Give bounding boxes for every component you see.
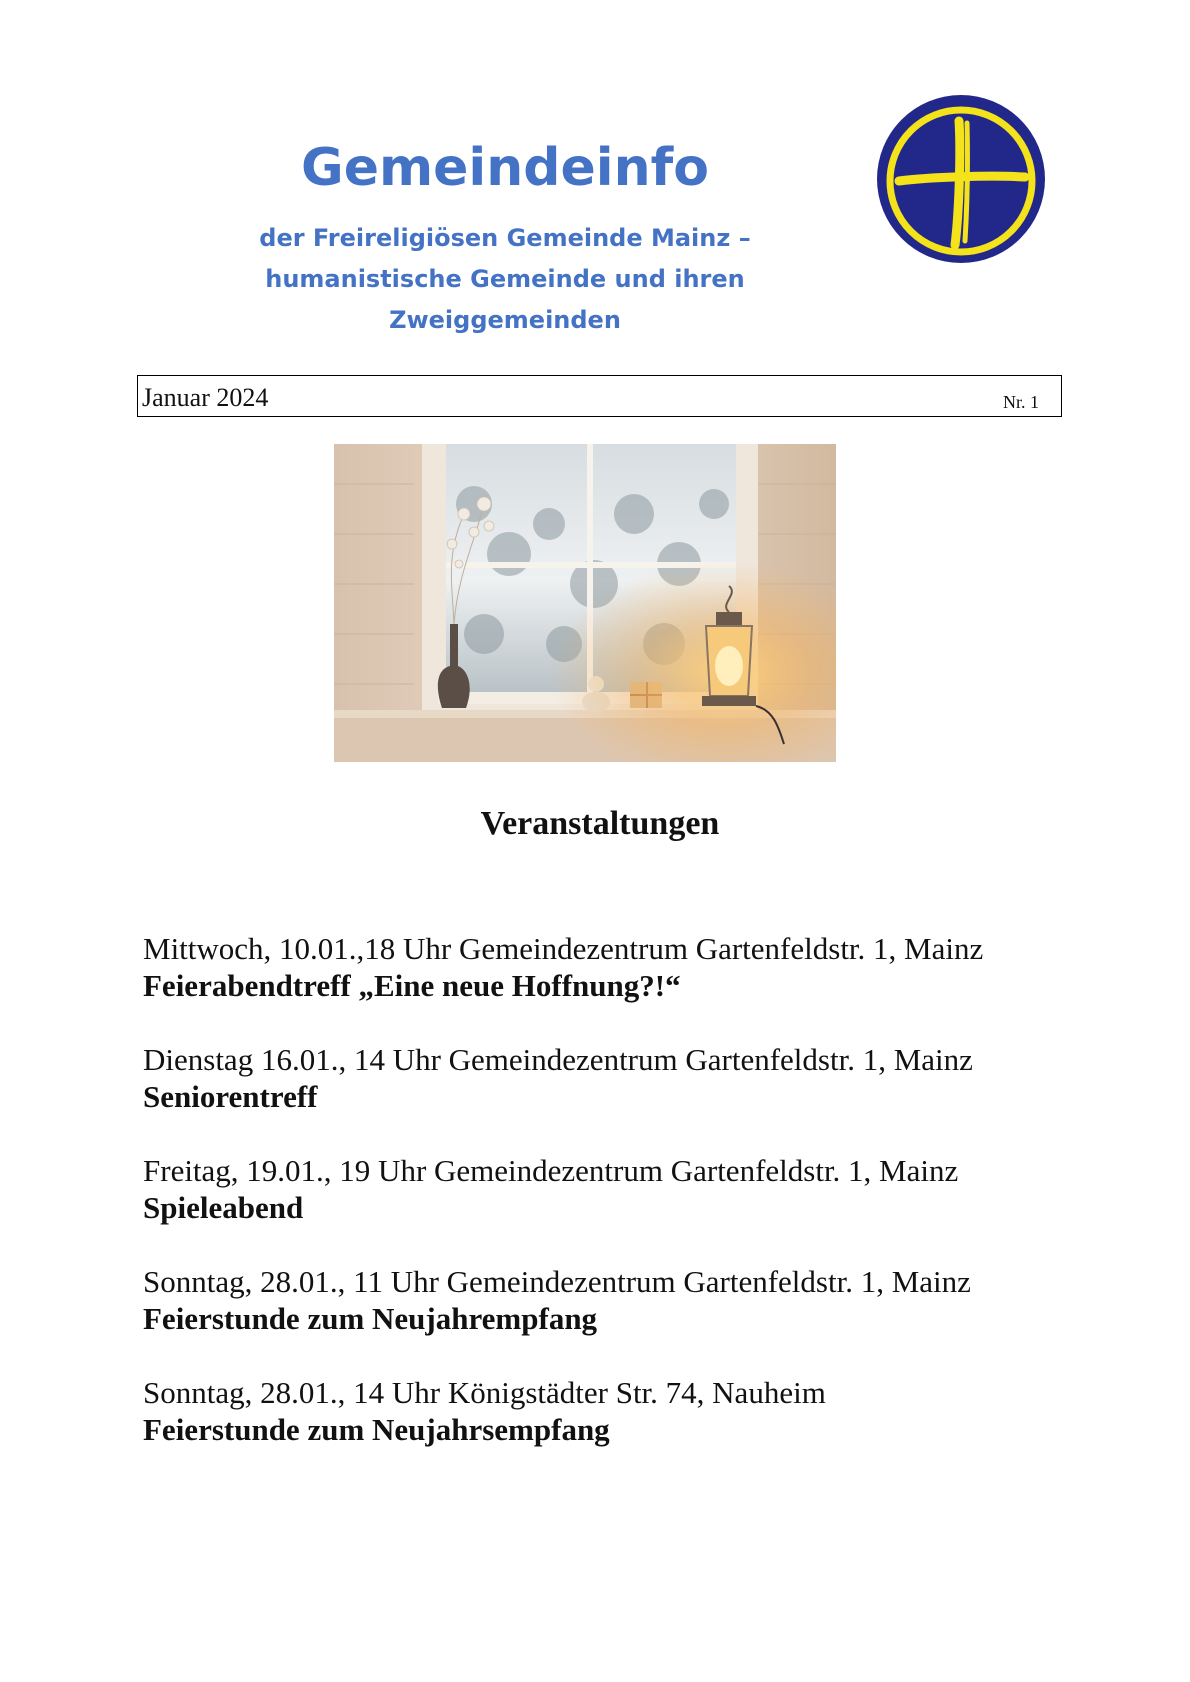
issue-number: Nr. 1 bbox=[1003, 392, 1039, 412]
event-title: Feierabendtreff „Eine neue Hoffnung?!“ bbox=[143, 968, 681, 1003]
list-item bbox=[143, 930, 1073, 1041]
event-date-location: Freitag, 19.01., 19 Uhr Gemeindezentrum Gartenfeldstr. 1, Mainz bbox=[143, 1153, 959, 1188]
winter-window-photo bbox=[334, 444, 836, 762]
list-item bbox=[143, 1374, 1073, 1485]
section-title: Veranstaltungen bbox=[480, 805, 720, 842]
list-item bbox=[143, 1263, 1073, 1374]
events-list bbox=[143, 930, 1073, 1485]
event-title: Feierstunde zum Neujahrempfang bbox=[143, 1301, 598, 1336]
cross-circle-logo-icon bbox=[875, 93, 1047, 265]
event-date-location: Mittwoch, 10.01.,18 Uhr Gemeindezentrum Gartenfeldstr. 1, Mainz bbox=[143, 931, 984, 966]
newsletter-title: Gemeindeinfo bbox=[301, 138, 709, 198]
subtitle-line: humanistische Gemeinde und ihren bbox=[265, 265, 745, 293]
issue-bar bbox=[137, 375, 1062, 417]
list-item bbox=[143, 1152, 1073, 1263]
subtitle-line: der Freireligiösen Gemeinde Mainz – bbox=[259, 224, 751, 252]
event-date-location: Sonntag, 28.01., 14 Uhr Königstädter Str. 74, Nauheim bbox=[143, 1375, 826, 1410]
event-date-location: Dienstag 16.01., 14 Uhr Gemeindezentrum Gartenfeldstr. 1, Mainz bbox=[143, 1042, 973, 1077]
list-item bbox=[143, 1041, 1073, 1152]
event-title: Spieleabend bbox=[143, 1190, 304, 1225]
event-date-location: Sonntag, 28.01., 11 Uhr Gemeindezentrum Gartenfeldstr. 1, Mainz bbox=[143, 1264, 971, 1299]
newsletter-subtitle bbox=[160, 218, 850, 341]
issue-month: Januar 2024 bbox=[142, 383, 269, 412]
subtitle-line: Zweiggemeinden bbox=[389, 306, 621, 334]
event-title: Feierstunde zum Neujahrsempfang bbox=[143, 1412, 610, 1447]
event-title: Seniorentreff bbox=[143, 1079, 318, 1114]
